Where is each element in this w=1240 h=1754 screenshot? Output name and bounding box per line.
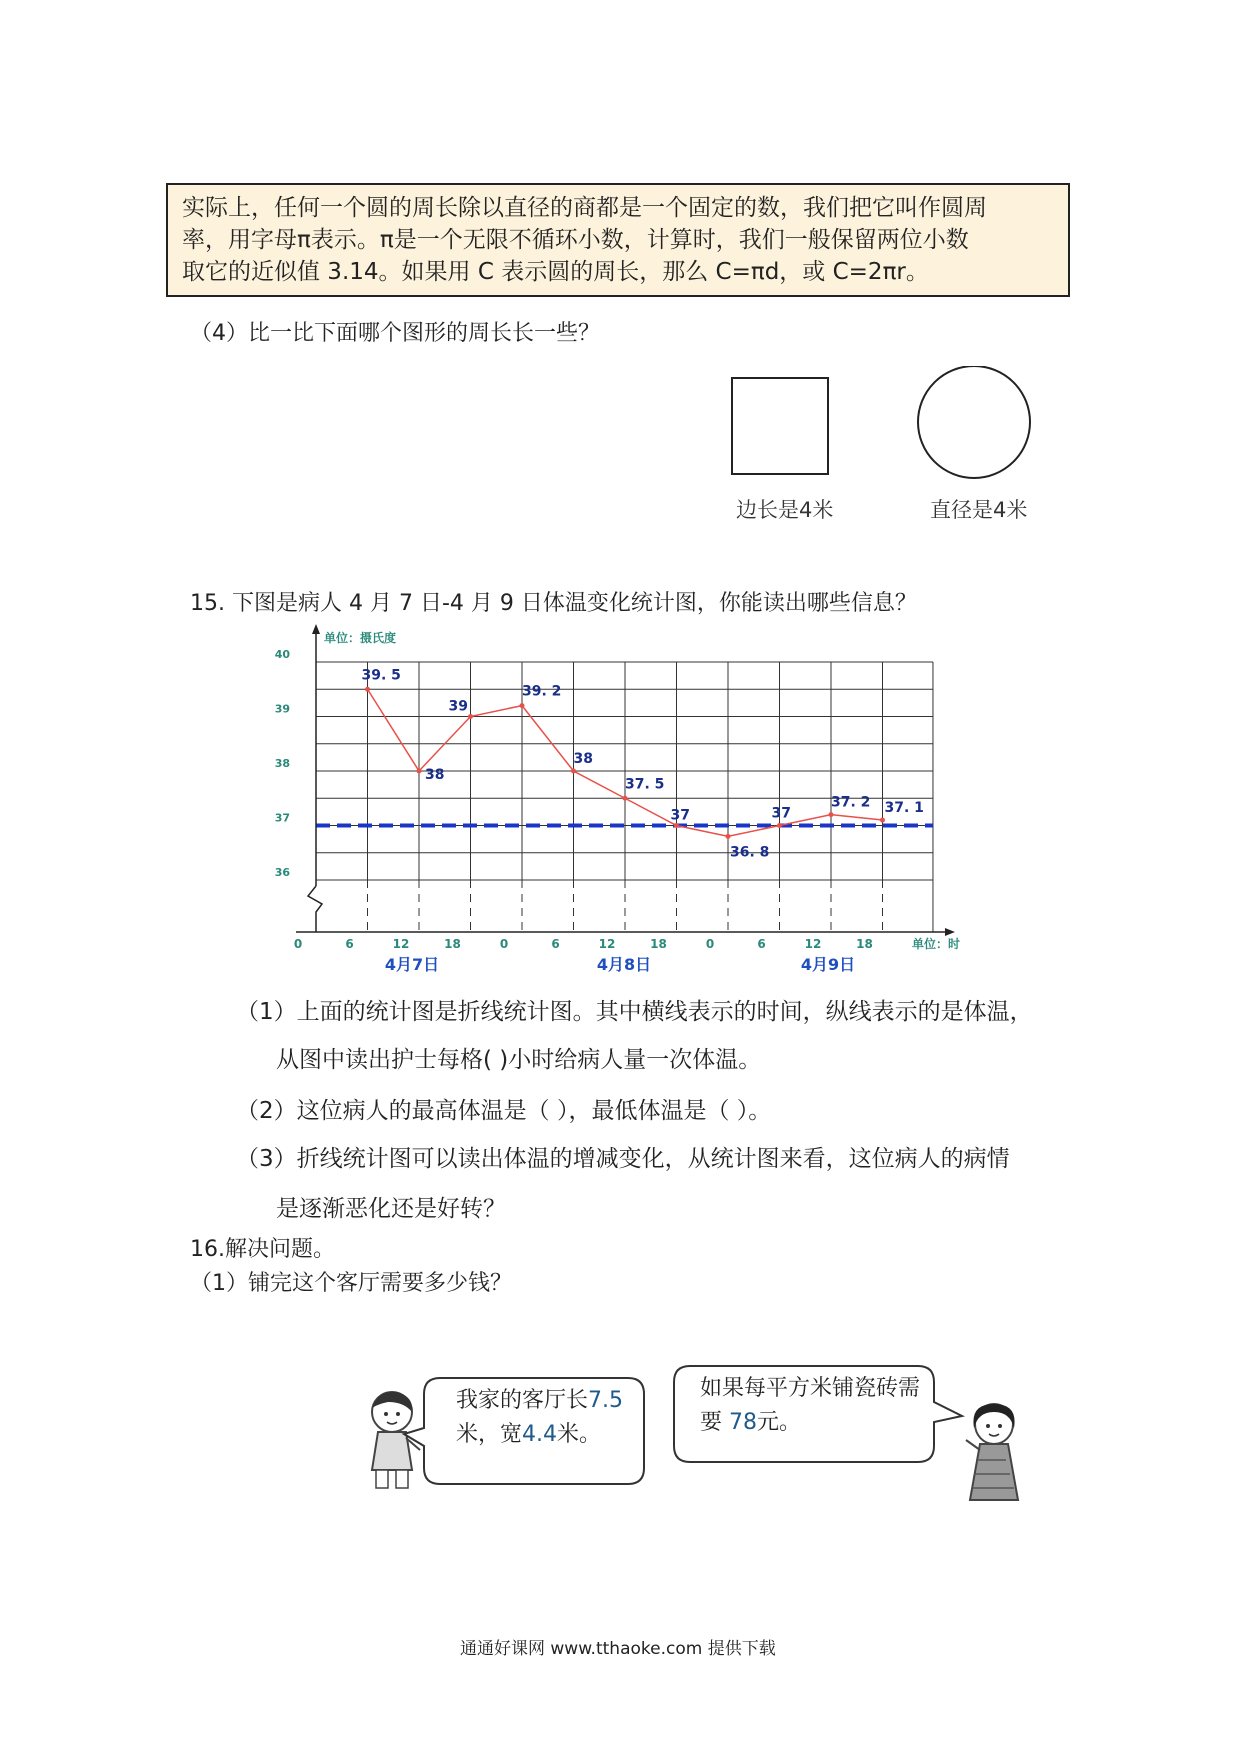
data-label: 37 [771, 805, 791, 822]
data-point [571, 769, 576, 774]
q15-sub1-line1: （1）上面的统计图是折线统计图。其中横线表示的时间，纵线表示的是体温， [236, 999, 1033, 1025]
q15-sub2: （2）这位病人的最高体温是（ ），最低体温是（ ）。 [236, 1098, 772, 1124]
bubble-left-part-b: 米，宽 [456, 1422, 523, 1447]
x-tick-label: 18 [444, 937, 461, 951]
data-label: 37. 5 [625, 776, 665, 793]
x-tick-label: 18 [650, 937, 667, 951]
bubble-left-part-c: 米。 [557, 1422, 602, 1447]
data-point [674, 823, 679, 828]
x-tick-label: 12 [804, 937, 822, 951]
x-tick-label: 0 [293, 937, 303, 951]
x-tick-label: 6 [551, 937, 560, 951]
y-axis-break [308, 886, 322, 932]
square-label: 边长是4米 [736, 498, 834, 522]
question-16-title: 16.解决问题。 [190, 1237, 335, 1262]
bubble-right-part-c: 元。 [757, 1410, 802, 1435]
left-bubble-text [456, 1384, 646, 1452]
x-tick-label: 0 [499, 937, 509, 951]
x-tick-label: 12 [392, 937, 410, 951]
bubble-left-part-a: 我家的客厅长 [456, 1388, 589, 1413]
data-point [623, 796, 628, 801]
note-line-1: 实际上，任何一个圆的周长除以直径的商都是一个固定的数，我们把它叫作圆周 [182, 195, 987, 221]
y-tick-label: 39 [274, 702, 290, 716]
data-label: 37. 2 [831, 794, 871, 811]
x-unit-label: 单位：时 [912, 937, 961, 951]
x-tick-label: 18 [856, 937, 873, 951]
data-label: 38 [425, 767, 445, 783]
x-tick-label: 0 [705, 937, 715, 951]
x-tick-label: 12 [598, 937, 616, 951]
q15-sub3-line1: （3）折线统计图可以读出体温的增减变化，从统计图来看，这位病人的病情 [236, 1146, 1010, 1172]
y-tick-label: 40 [274, 648, 290, 661]
bubble-right-part-a: 如果每平方米铺瓷砖需 [700, 1376, 921, 1401]
day-label: 4月8日 [596, 955, 652, 974]
circle-label: 直径是4米 [930, 498, 1028, 522]
x-tick-label: 6 [345, 937, 354, 951]
question-4-text: （4）比一比下面哪个图形的周长长一些？ [190, 321, 600, 346]
room-length-value: 7.5 [588, 1388, 624, 1413]
footer-text: 通通好课网 www.tthaoke.com 提供下载 [460, 1639, 776, 1659]
x-axis-arrow [945, 928, 955, 936]
data-label: 38 [573, 751, 593, 767]
room-width-value: 4.4 [522, 1422, 558, 1447]
y-tick-label: 37 [274, 811, 290, 825]
data-point [520, 703, 525, 708]
question-15-text: 15. 下图是病人 4 月 7 日-4 月 9 日体温变化统计图，你能读出哪些信息？ [190, 591, 917, 616]
data-label: 39 [448, 698, 468, 715]
bubble-right-part-b: 要 [700, 1410, 723, 1435]
right-bubble-text [700, 1372, 940, 1440]
q15-sub1-line2: 从图中读出护士每格( )小时给病人量一次体温。 [276, 1047, 762, 1073]
data-label: 36. 8 [730, 844, 770, 861]
data-label: 37. 1 [884, 800, 924, 817]
y-axis-arrow [312, 624, 320, 634]
question-16-sub1: （1）铺完这个客厅需要多少钱？ [190, 1271, 512, 1296]
data-label: 37 [670, 807, 690, 824]
girl-illustration [960, 1400, 1030, 1510]
note-line-2: 率，用字母π表示。π是一个无限不循环小数，计算时，我们一般保留两位小数 [182, 227, 969, 253]
y-tick-label: 36 [274, 866, 290, 879]
chart-data-labels [362, 667, 924, 860]
day-label: 4月9日 [800, 955, 856, 974]
data-point [468, 714, 473, 719]
data-point [417, 769, 422, 774]
data-point [726, 834, 731, 839]
tile-price-value: 78 [729, 1410, 758, 1435]
note-line-3: 取它的近似值 3.14。如果用 C 表示圆的周长，那么 C=πd，或 C=2πr。 [182, 259, 929, 285]
x-tick-label: 6 [757, 937, 766, 951]
data-point [829, 812, 834, 817]
q15-sub3-line2: 是逐渐恶化还是好转？ [276, 1196, 506, 1222]
y-unit-label: 单位：摄氏度 [324, 631, 397, 645]
data-point [880, 818, 885, 823]
y-tick-label: 38 [274, 757, 290, 770]
data-point [365, 687, 370, 692]
data-label: 39. 5 [361, 667, 401, 684]
day-label: 4月7日 [384, 955, 440, 974]
data-point [777, 823, 782, 828]
data-label: 39. 2 [522, 683, 562, 700]
